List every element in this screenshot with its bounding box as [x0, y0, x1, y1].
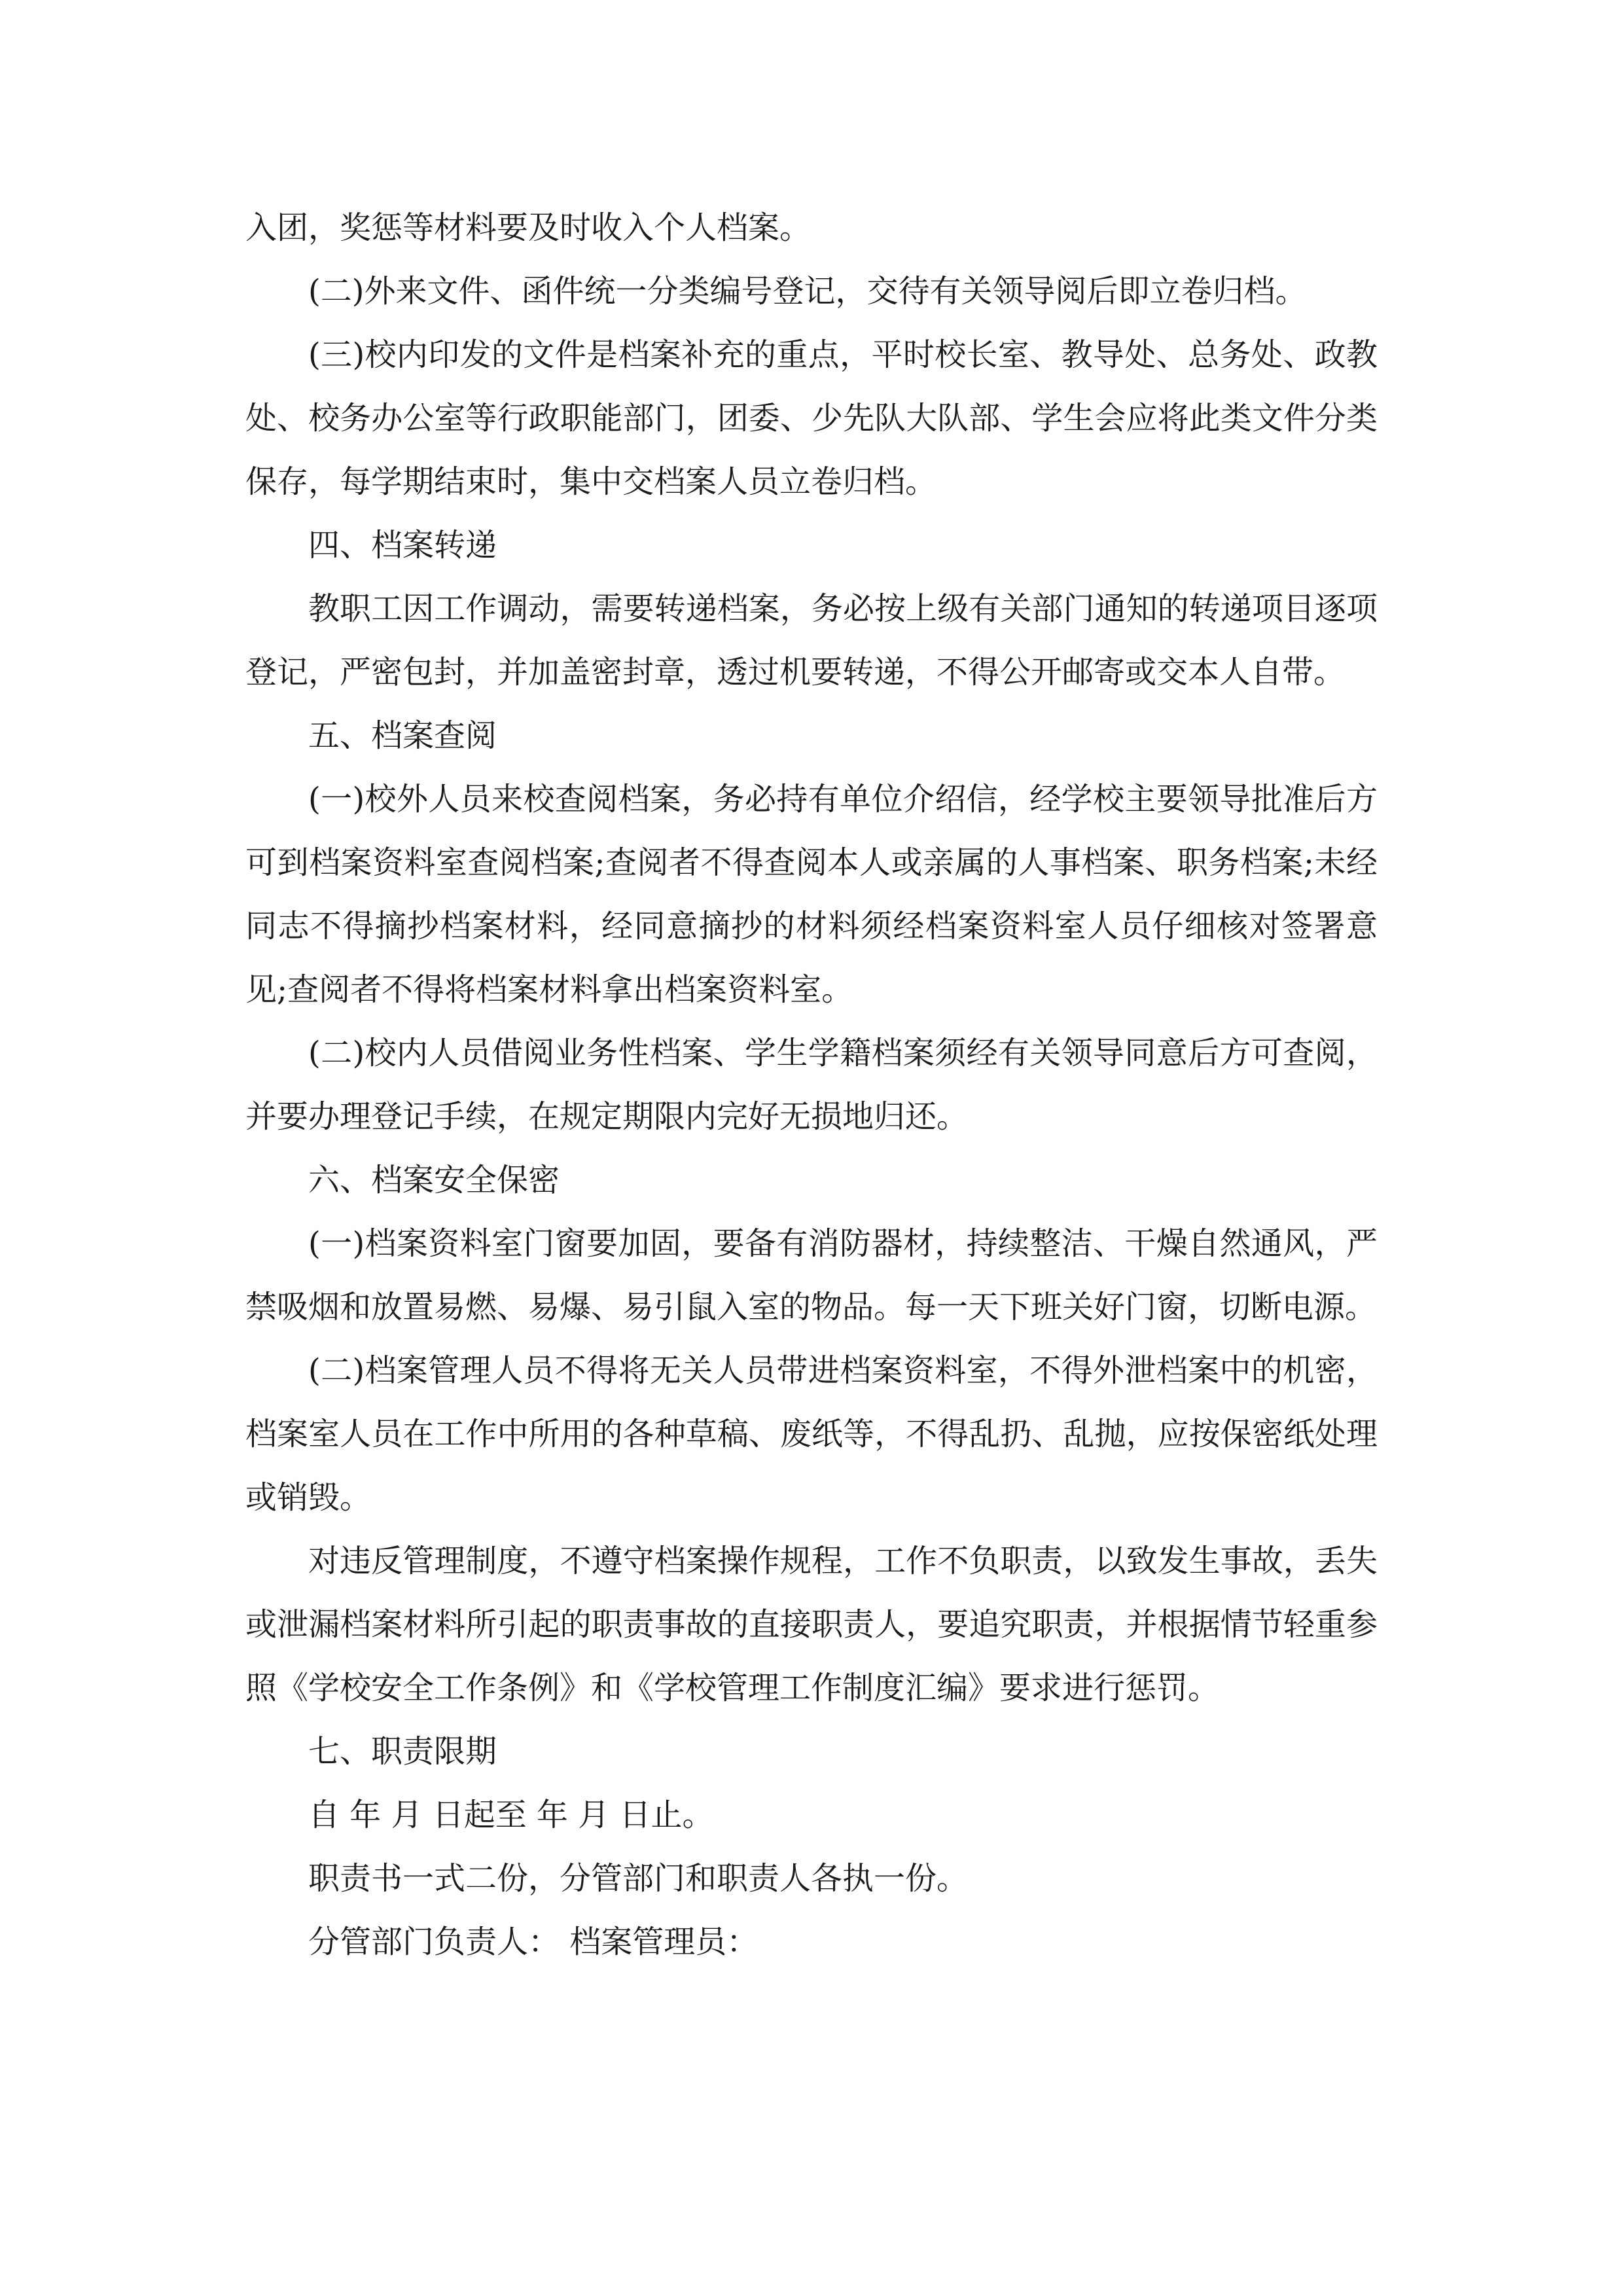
paragraph-transfer: 教职工因工作调动，需要转递档案，务必按上级有关部门通知的转递项目逐项登记，严密包封，并加盖密封章，透过机要转递，不得公开邮寄或交本人自带。: [245, 590, 1378, 691]
document-body: [245, 196, 1378, 1974]
paragraph-signatures: 分管部门负责人： 档案管理员：: [308, 1924, 758, 1960]
paragraph-penalties: 对违反管理制度，不遵守档案操作规程，工作不负职责，以致发生事故，丢失或泄漏档案材料所引起的职责事故的直接职责人，要追究职责，并根据情节轻重参照《学校安全工作条例》和《学校管理工作制度汇编》要求进行惩罚。: [245, 1543, 1378, 1706]
paragraph-incoming-documents: (二)外来文件、函件统一分类编号登记，交待有关领导阅后即立卷归档。: [308, 273, 1307, 310]
paragraph-internal-documents: (三)校内印发的文件是档案补充的重点，平时校长室、教导处、总务处、政教处、校务办公室等行政职能部门，团委、少先队大队部、学生会应将此类文件分类保存，每学期结束时，集中交档案人员立卷归档。: [245, 336, 1378, 500]
section-heading-term: 七、职责限期: [308, 1733, 497, 1770]
paragraph-term-dates: 自 年 月 日起至 年 月 日止。: [308, 1797, 714, 1833]
paragraph-room-security: (一)档案资料室门窗要加固，要备有消防器材，持续整洁、干燥自然通风，严禁吸烟和放置易燃、易爆、易引鼠入室的物品。每一天下班关好门窗，切断电源。: [245, 1225, 1378, 1325]
paragraph-external-access: (一)校外人员来校查阅档案，务必持有单位介绍信，经学校主要领导批准后方可到档案资料室查阅档案;查阅者不得查阅本人或亲属的人事档案、职务档案;未经同志不得摘抄档案材料，经同意摘抄的材料须经档案资料室人员仔细核对签署意见;查阅者不得将档案材料拿出档案资料室。: [245, 781, 1378, 1008]
paragraph-continuation: 入团，奖惩等材料要及时收入个人档案。: [245, 209, 812, 246]
paragraph-internal-access: (二)校内人员借阅业务性档案、学生学籍档案须经有关领导同意后方可查阅，并要办理登记手续，在规定期限内完好无损地归还。: [245, 1035, 1378, 1135]
section-heading-access: 五、档案查阅: [308, 717, 497, 754]
section-heading-transfer: 四、档案转递: [308, 527, 497, 564]
section-heading-security: 六、档案安全保密: [308, 1162, 560, 1198]
paragraph-confidentiality: (二)档案管理人员不得将无关人员带进档案资料室，不得外泄档案中的机密，档案室人员在工作中所用的各种草稿、废纸等，不得乱扔、乱抛，应按保密纸处理或销毁。: [245, 1352, 1378, 1516]
paragraph-copies: 职责书一式二份，分管部门和职责人各执一份。: [308, 1860, 969, 1897]
